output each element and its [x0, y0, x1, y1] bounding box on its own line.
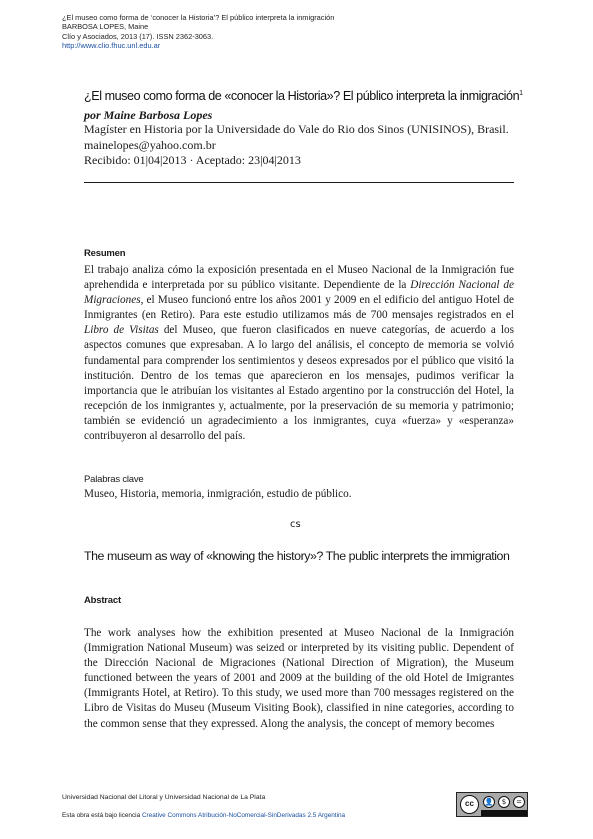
author-info — [84, 122, 524, 169]
resumen-emphasis-2: Libro de Visitas — [84, 324, 159, 337]
affiliation: Magíster en Historia por la Universidade do Vale do Rio dos Sinos (UNISINOS), Brasil. — [84, 122, 509, 136]
english-title: The museum as way of «knowing the history»? The public interprets the immigration — [84, 549, 510, 563]
section-ornament: cs — [290, 519, 301, 530]
resumen-body — [84, 263, 514, 444]
footnote-ref[interactable]: 1 — [519, 89, 523, 97]
keywords-heading: Palabras clave — [84, 474, 144, 485]
article-title — [84, 89, 524, 103]
license-prefix: Esta obra está bajo licencia — [62, 812, 142, 819]
cc-logo-icon: cc — [460, 795, 479, 814]
header-article-title: ¿El museo como forma de ‘conocer la Historia’? El público interpreta la inmigración — [62, 13, 335, 22]
cc-license-badge[interactable] — [456, 792, 528, 817]
received-accepted-dates: Recibido: 01|04|2013 · Aceptado: 23|04|2013 — [84, 153, 301, 167]
noderivatives-icon: = — [513, 796, 525, 808]
license-link[interactable]: Creative Commons Atribución-NoComercial-SinDerivadas 2.5 Argentina — [141, 812, 346, 819]
title-divider — [84, 182, 514, 183]
author-email: mainelopes@yahoo.com.br — [84, 137, 216, 152]
resumen-text-3: del Museo, que fueron clasificados en nueve categorías, de acuerdo a los aspectos comunes que expresaban. A lo largo del análisis, el concepto de memoria se volvió fundamental para comprender los sentimientos y deseos expresados por el público que visitó la institución. Dentro de los temas que aparecieron en los mensajes, pudimos verificar la importancia que le atribuían los visitantes al Estado argentino por la construcción del Hotel, la recepción de los inmigrantes y, actualmente, por la preservación de su memoria y patrimonio; también se evidenció un agradecimiento a los inmigrantes, cuya «fuerza» y «esperanza» contribuyeron al desarrollo del país. — [84, 324, 514, 443]
abstract-heading: Abstract — [84, 595, 121, 606]
noncommercial-icon: $ — [498, 796, 510, 808]
keywords-list: Museo, Historia, memoria, inmigración, estudio de público. — [84, 488, 352, 500]
article-title-text: ¿El museo como forma de «conocer la Historia»? El público interpreta la inmigración — [84, 89, 520, 103]
license-badge-bar — [481, 810, 527, 816]
footer-university: Universidad Nacional del Litoral y Universidad Nacional de La Plata — [62, 794, 266, 801]
resumen-emphasis-1: Dirección Nacional de Migraciones — [84, 279, 514, 307]
resumen-heading: Resumen — [84, 248, 126, 259]
running-header — [62, 13, 334, 51]
footer-license — [62, 812, 345, 819]
header-journal: Clío y Asociados, 2013 (17). ISSN 2362-3063. — [62, 31, 214, 41]
header-author: BARBOSA LOPES, Maine — [62, 22, 149, 32]
resumen-text-1: El trabajo analiza cómo la exposición presentada en el Museo Nacional de la Inmigración fue aprehendida e interpretada por su público visitante. Dependiente de la — [84, 264, 514, 292]
abstract-body — [84, 626, 514, 732]
author-line: por Maine Barbosa Lopes — [84, 108, 213, 122]
resumen-text-2: , el Museo funcionó entre los años 2001 y 2009 en el edificio del antiguo Hotel de Inmigrantes (en Retiro). Para este estudio utilizamos más de 700 mensajes registrados en el — [84, 294, 514, 322]
attribution-icon: 👤 — [484, 798, 494, 806]
abstract-text: The work analyses how the exhibition presented at Museo Nacional de la Inmigración (Immigration National Museum) was seized or interpreted by its visiting public. Dependent of the Dirección Nacional de Migraciones (National Direction of Migration), the Museum functioned between the years of 2001 and 2009 at the building of the old Hotel de Imigrantes (Immigrants Hotel, at Retiro). To this study, we used more than 700 messages registered on the Libro de Visitas do Museu (Museum Visiting Book), classified in nine categories, according to the common sense that they expressed. Along the analysis, the concept of memory becomes — [84, 627, 514, 730]
header-url-link[interactable]: http://www.clio.fhuc.unl.edu.ar — [62, 41, 161, 51]
